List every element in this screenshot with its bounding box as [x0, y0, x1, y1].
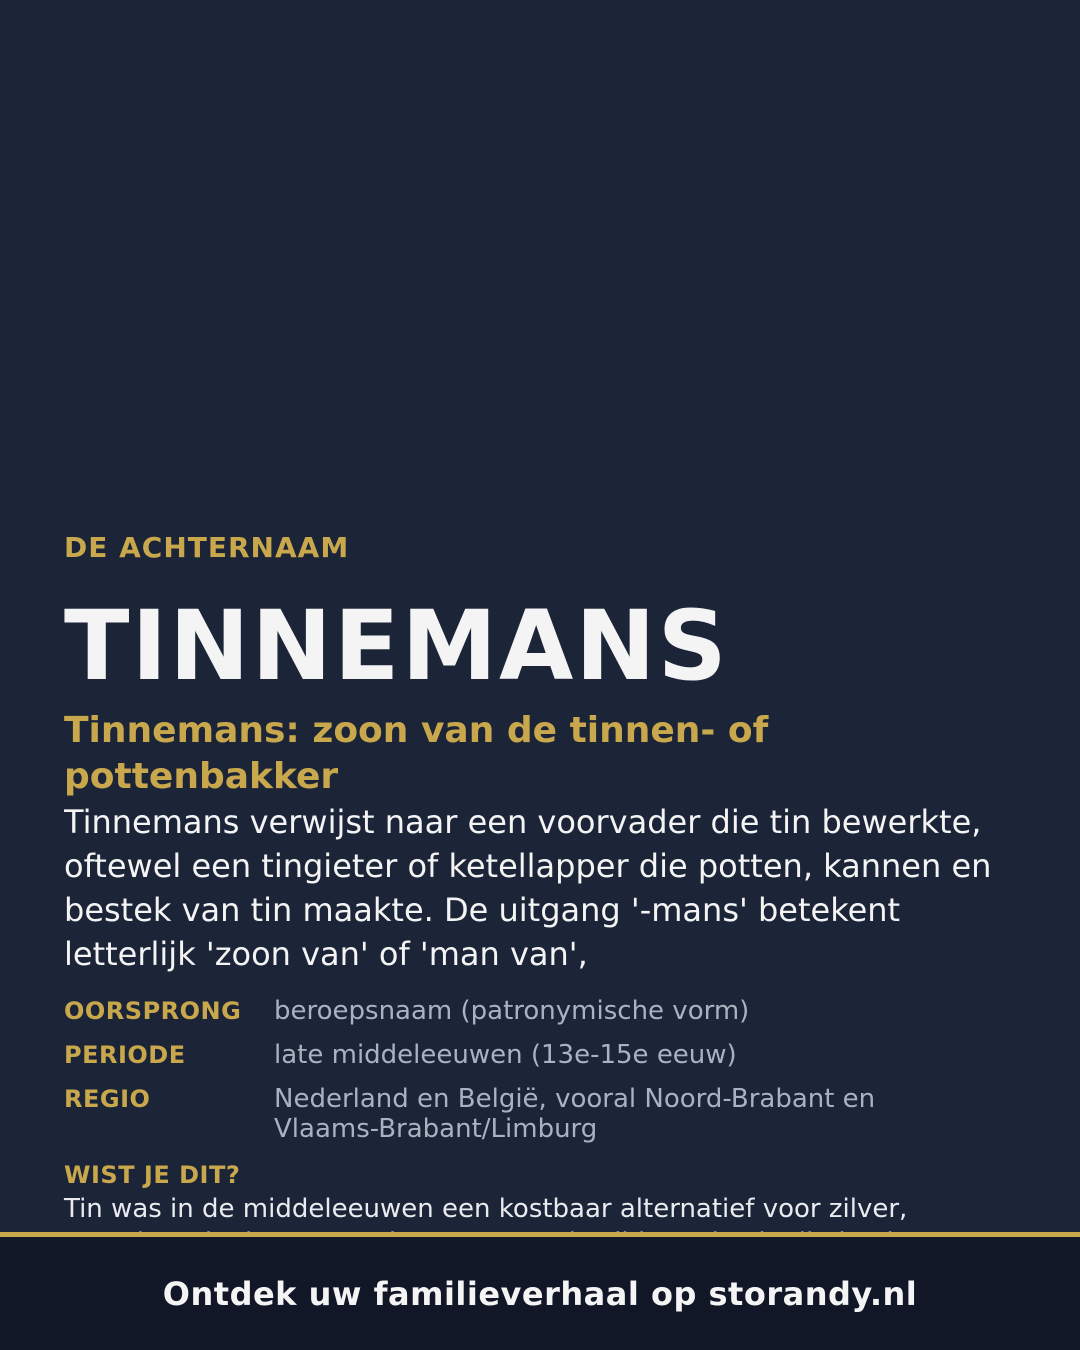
fact-label: REGIO [64, 1085, 151, 1113]
did-you-know-label: WIST JE DIT? [64, 1161, 241, 1189]
fact-label: PERIODE [64, 1041, 186, 1069]
fact-label: OORSPRONG [64, 997, 242, 1025]
fact-value: late middeleeuwen (13e-15e eeuw) [274, 1040, 737, 1070]
surname-description: Tinnemans verwijst naar een voorvader die tin bewerkte, oftewel een tingieter of ketellapper die potten, kannen en bestek van tin maakte. De uitgang '-mans' betekent letterlijk 'zoon van' of 'man van', [64, 803, 992, 973]
surname-title: TINNEMANS [64, 590, 729, 702]
fact-row-periode [64, 1040, 1014, 1070]
facts-list [64, 996, 1014, 1144]
did-you-know-text: Tin was in de middeleeuwen een kostbaar alternatief voor zilver, [64, 1194, 908, 1224]
footer-cta[interactable]: Ontdek uw familieverhaal op storandy.nl [162, 1274, 918, 1313]
surname-subtitle: Tinnemans: zoon van de tinnen- of pottenbakker [64, 710, 769, 797]
eyebrow-label: DE ACHTERNAAM [64, 531, 350, 564]
fact-row-regio [64, 1084, 1014, 1144]
surname-card [64, 532, 1014, 1260]
fact-value: beroepsnaam (patronymische vorm) [274, 996, 750, 1026]
fact-row-oorsprong [64, 996, 1014, 1026]
fact-value: Nederland en België, vooral Noord-Brabant en Vlaams-Brabant/Limburg [274, 1084, 876, 1144]
footer-bar [0, 1232, 1080, 1350]
